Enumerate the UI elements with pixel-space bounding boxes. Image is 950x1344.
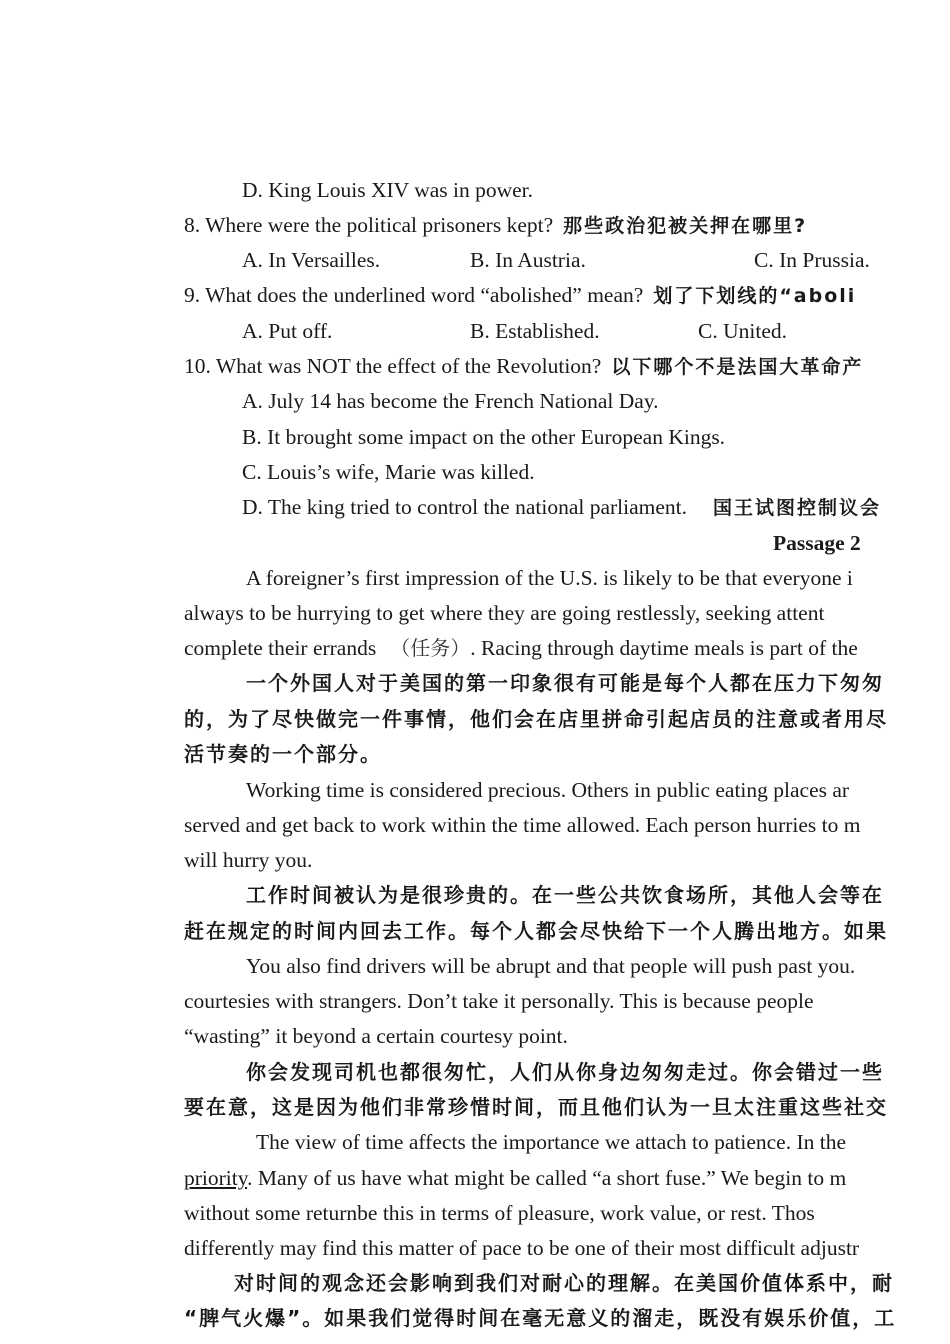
p2-line-2: served and get back to work within the time allowed. Each person hurries to m: [184, 813, 861, 837]
q9-option-b: B. Established.: [470, 319, 600, 343]
p2-cn-line-1: 工作时间被认为是很珍贵的。在一些公共饮食场所，其他人会等在: [246, 883, 884, 907]
q8-option-a: A. In Versailles.: [242, 248, 381, 272]
question-10: [184, 351, 863, 382]
p1-cn-line-2: 的，为了尽快做完一件事情，他们会在店里拼命引起店员的注意或者用尽: [184, 707, 888, 731]
question-9-text: 9. What does the underlined word “abolished” mean?: [184, 283, 644, 307]
p4-underlined-word: priority: [184, 1166, 248, 1190]
passage-title: Passage 2: [773, 531, 861, 555]
p1-line-1: A foreigner’s first impression of the U.S. is likely to be that everyone i: [246, 566, 853, 590]
p2-line-1: Working time is considered precious. Others in public eating places ar: [246, 778, 850, 802]
question-9: [184, 280, 856, 311]
question-8-options: [242, 245, 942, 275]
p3-cn-line-2: 要在意，这是因为他们非常珍惜时间，而且他们认为一旦太注重这些社交: [184, 1095, 888, 1119]
p2-line-3: will hurry you.: [184, 848, 313, 872]
question-10-text: 10. What was NOT the effect of the Revolution?: [184, 354, 602, 378]
p3-line-1: You also find drivers will be abrupt and that people will push past you.: [246, 954, 856, 978]
q10-option-d-translation: 国王试图控制议会: [713, 497, 882, 519]
p4-line-1: The view of time affects the importance we attach to patience. In the: [256, 1130, 847, 1154]
q10-option-d: [242, 492, 881, 523]
p1-line-3-text: complete their errands: [184, 636, 377, 660]
q9-option-a: A. Put off.: [242, 319, 333, 343]
question-8-text: 8. Where were the political prisoners kept?: [184, 213, 554, 237]
p3-line-3: “wasting” it beyond a certain courtesy point.: [184, 1024, 568, 1048]
p4-cn-line-2: “脾气火爆”。如果我们觉得时间在毫无意义的溜走，既没有娱乐价值，工: [184, 1306, 897, 1330]
p1-line-2: always to be hurrying to get where they are going restlessly, seeking attent: [184, 601, 825, 625]
p1-cn-line-3: 活节奏的一个部分。: [184, 742, 382, 766]
question-9-translation: 划了下划线的“aboli: [653, 285, 857, 307]
q7-option-d: D. King Louis XIV was in power.: [242, 178, 534, 202]
p4-line-4: differently may find this matter of pace to be one of their most difficult adjustr: [184, 1236, 860, 1260]
p1-line-3: [184, 633, 858, 663]
p3-cn-line-1: 你会发现司机也都很匆忙，人们从你身边匆匆走过。你会错过一些: [246, 1060, 884, 1084]
p1-errands-gloss: （任务）: [390, 636, 471, 660]
p4-line-2: [184, 1163, 846, 1193]
question-8: [184, 210, 807, 241]
question-9-options: [242, 316, 942, 346]
p1-cn-line-1: 一个外国人对于美国的第一印象很有可能是每个人都在压力下匆匆: [246, 671, 884, 695]
q8-option-b: B. In Austria.: [470, 248, 586, 272]
question-8-translation: 那些政治犯被关押在哪里?: [563, 215, 808, 237]
q9-option-c: C. United.: [698, 319, 787, 343]
p2-cn-line-2: 赶在规定的时间内回去工作。每个人都会尽快给下一个人腾出地方。如果: [184, 919, 888, 943]
q10-option-c: C. Louis’s wife, Marie was killed.: [242, 460, 535, 484]
p4-cn-line-1: 对时间的观念还会影响到我们对耐心的理解。在美国价值体系中，耐: [234, 1271, 894, 1295]
p4-line-2-text: . Many of us have what might be called “a short fuse.” We begin to m: [247, 1166, 847, 1190]
p4-line-3: without some returnbe this in terms of pleasure, work value, or rest. Thos: [184, 1201, 815, 1225]
q10-option-a: A. July 14 has become the French National Day.: [242, 389, 659, 413]
p1-line-3-end: . Racing through daytime meals is part of the: [470, 636, 858, 660]
q8-option-c: C. In Prussia.: [754, 248, 870, 272]
q10-option-d-text: D. The king tried to control the national parliament.: [242, 495, 688, 519]
p3-line-2: courtesies with strangers. Don’t take it personally. This is because people: [184, 989, 814, 1013]
q10-option-b: B. It brought some impact on the other European Kings.: [242, 425, 726, 449]
question-10-translation: 以下哪个不是法国大革命产: [611, 356, 864, 378]
